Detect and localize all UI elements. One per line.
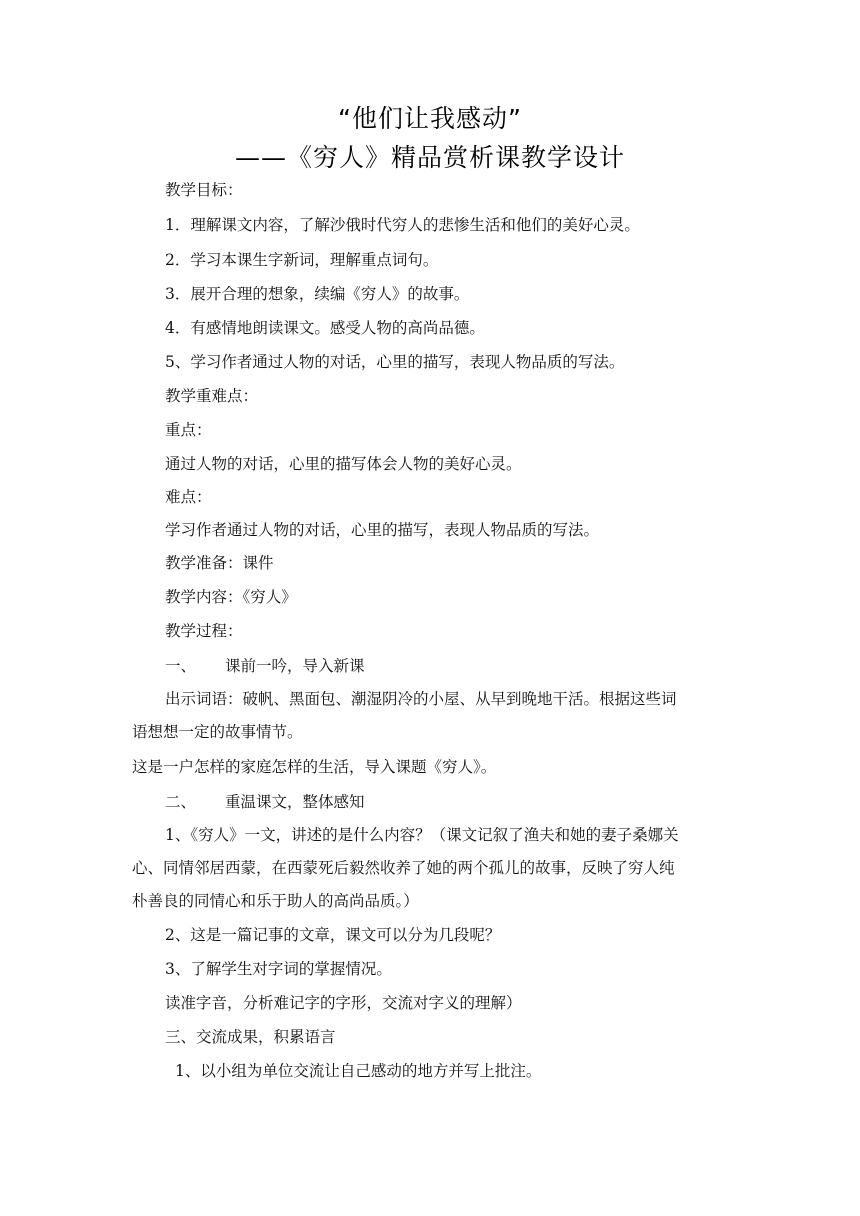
difficult-label: 难点：	[165, 488, 212, 506]
section-2-heading	[0, 792, 860, 812]
difficult-text: 学习作者通过人物的对话，心里的描写，表现人物品质的写法。	[165, 521, 600, 539]
section-2-question-1: 朴善良的同情心和乐于助人的高尚品质。）	[132, 892, 419, 910]
section-2-question-3: 3、了解学生对字词的掌握情况。	[165, 960, 392, 978]
section-2-question-3-detail: 读准字音，分析难记字的字形，交流对字义的理解）	[165, 994, 522, 1012]
section-2-question-1: 1、《穷人》一文，讲述的是什么内容？（课文记叙了渔夫和她的妻子桑娜关	[165, 826, 679, 844]
objective-item: 4．有感情地朗读课文。感受人物的高尚品德。	[165, 319, 485, 337]
document-title: “他们让我感动”	[338, 104, 522, 133]
process-heading: 教学过程：	[165, 622, 243, 640]
document-subtitle: ——《穷人》精品赏析课教学设计	[234, 143, 625, 172]
preparation-line: 教学准备：课件	[165, 554, 274, 572]
section-2-title: 重温课文，整体感知	[225, 793, 365, 811]
section-1-heading	[0, 656, 860, 676]
section-2-number: 二、	[165, 793, 197, 811]
section-2-question-2: 2、这是一篇记事的文章，课文可以分为几段呢？	[165, 926, 501, 944]
objective-item: 1．理解课文内容，了解沙俄时代穷人的悲惨生活和他们的美好心灵。	[165, 216, 640, 234]
section-1-paragraph: 语想想一定的故事情节。	[132, 723, 303, 741]
objective-item: 2．学习本课生字新词，理解重点词句。	[165, 251, 439, 269]
section-1-title: 课前一吟，导入新课	[225, 657, 365, 675]
key-text: 通过人物的对话，心里的描写体会人物的美好心灵。	[165, 455, 522, 473]
key-label: 重点：	[165, 421, 212, 439]
content-line: 教学内容：《穷人》	[165, 588, 297, 606]
section-1-paragraph: 出示词语：破帆、黑面包、潮湿阴冷的小屋、从早到晚地干活。根据这些词	[165, 690, 677, 708]
objectives-heading: 教学目标：	[165, 181, 243, 199]
section-3-heading: 三、交流成果，积累语言	[165, 1028, 336, 1046]
objective-item: 5、学习作者通过人物的对话，心里的描写，表现人物品质的写法。	[165, 353, 625, 371]
keypoints-heading: 教学重难点：	[165, 387, 259, 405]
objective-item: 3．展开合理的想象，续编《穷人》的故事。	[165, 285, 470, 303]
section-2-question-1: 心、同情邻居西蒙，在西蒙死后毅然收养了她的两个孤儿的故事，反映了穷人纯	[132, 859, 675, 877]
section-3-item: 1、以小组为单位交流让自己感动的地方并写上批注。	[175, 1062, 542, 1080]
section-1-paragraph-2: 这是一户怎样的家庭怎样的生活，导入课题《穷人》。	[132, 758, 497, 776]
section-1-number: 一、	[165, 657, 197, 675]
